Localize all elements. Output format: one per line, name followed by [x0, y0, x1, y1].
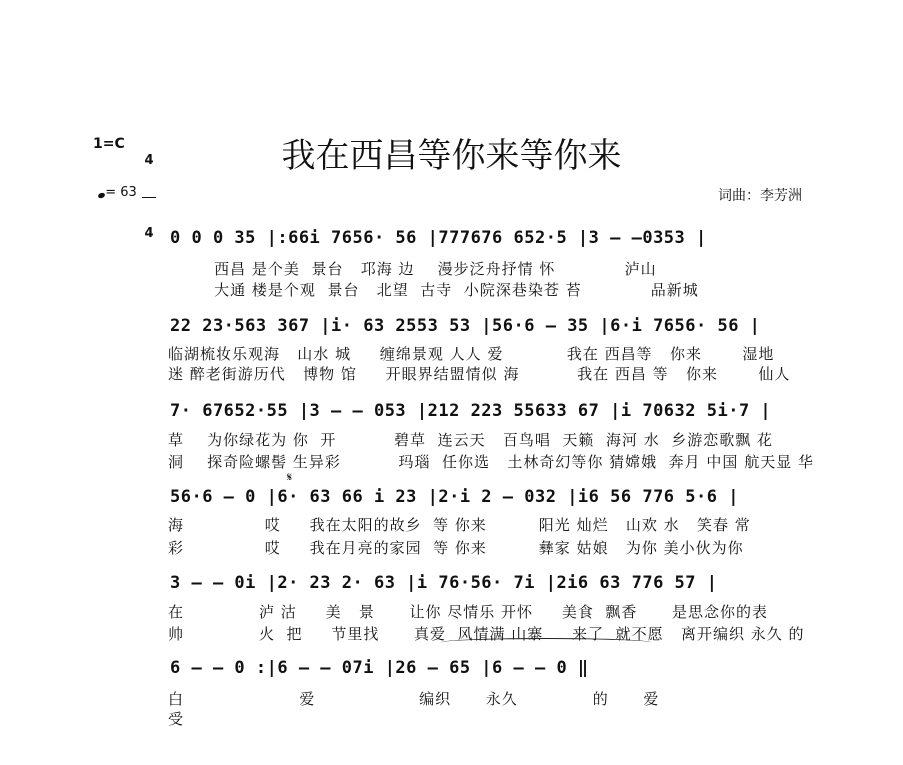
key-signature: 1=C [93, 136, 125, 152]
meter-bottom: 4 [144, 226, 154, 241]
lyric-row-5b: 帅 火 把 节里找 真爱 风情满 山寨 来了 就不愿 离开编织 永久 的 [168, 625, 805, 643]
lyric-row-1b: 大通 楼是个观 景台 北望 古寺 小院深巷染苍 苔 品新城 [168, 281, 699, 299]
notation-row-3: 7· 67652·55 |3 – – 053 |212 223 55633 67 |i 70632 5i·7 | [170, 401, 772, 421]
lyric-row-3a: 草 为你绿花为 你 开 碧草 连云天 百鸟唱 天籁 海河 水 乡游恋歌飘 花 [168, 431, 774, 449]
notation-row-2: 22 23·563 367 |i· 63 2553 53 |56·6 – 35 |6·i 7656· 56 | [170, 316, 761, 336]
lyric-row-2a: 临湖梳妆乐观海 山水 城 缠绵景观 人人 爱 我在 西昌等 你来 湿地 [168, 345, 775, 363]
lyric-row-3b: 洞 探奇险螺髻 生异彩 玛瑙 任你选 土林奇幻等你 猜嫦娥 奔月 中国 航天显 华 [168, 453, 814, 471]
notation-row-5: 3 – – 0i |2· 23 2· 63 |i 76·56· 7i |2i6 63 776 57 | [170, 573, 718, 593]
lyric-row-4a: 海 哎 我在太阳的故乡 等 你来 阳光 灿烂 山欢 水 笑春 常 [168, 516, 751, 534]
author-credit: 词曲：李芳洲 [718, 188, 802, 204]
lyric-row-1a: 西昌 是个美 景台 邛海 边 漫步泛舟抒情 怀 泸山 [168, 260, 657, 278]
lyric-row-6b: 受 [168, 710, 185, 728]
notation-row-6: 6 – – 0 :|6 – – 07i |26 – 65 |6 – – 0 ‖ [170, 658, 589, 678]
page-title: 我在西昌等你来等你来 [281, 136, 622, 176]
lyric-row-4b: 彩 哎 我在月亮的家园 等 你来 彝家 姑娘 为你 美小伙为你 [168, 539, 744, 557]
notation-row-4: 56·6 – 0 |6· 63 66 i 23 |2·i 2 – 032 |i6 56 776 5·6 | [170, 487, 739, 507]
meter-top: 4 [144, 153, 154, 168]
tempo-value: = 63 [105, 185, 137, 200]
lyric-row-5a: 在 泸 沽 美 景 让你 尽情乐 开怀 美食 飘香 是思念你的表 [168, 603, 769, 621]
segno-icon: 𝄋 [287, 470, 293, 484]
lyric-row-6a: 白 爱 编织 永久 的 爱 [168, 690, 660, 708]
lyric-row-2b: 迷 醉老街游历代 博物 馆 开眼界结盟情似 海 我在 西昌 等 你来 仙人 [168, 365, 791, 383]
notation-row-1: 0 0 0 35 |:66i 7656· 56 |777676 652·5 |3 – –0353 | [170, 228, 707, 248]
tie-arc [441, 638, 651, 647]
